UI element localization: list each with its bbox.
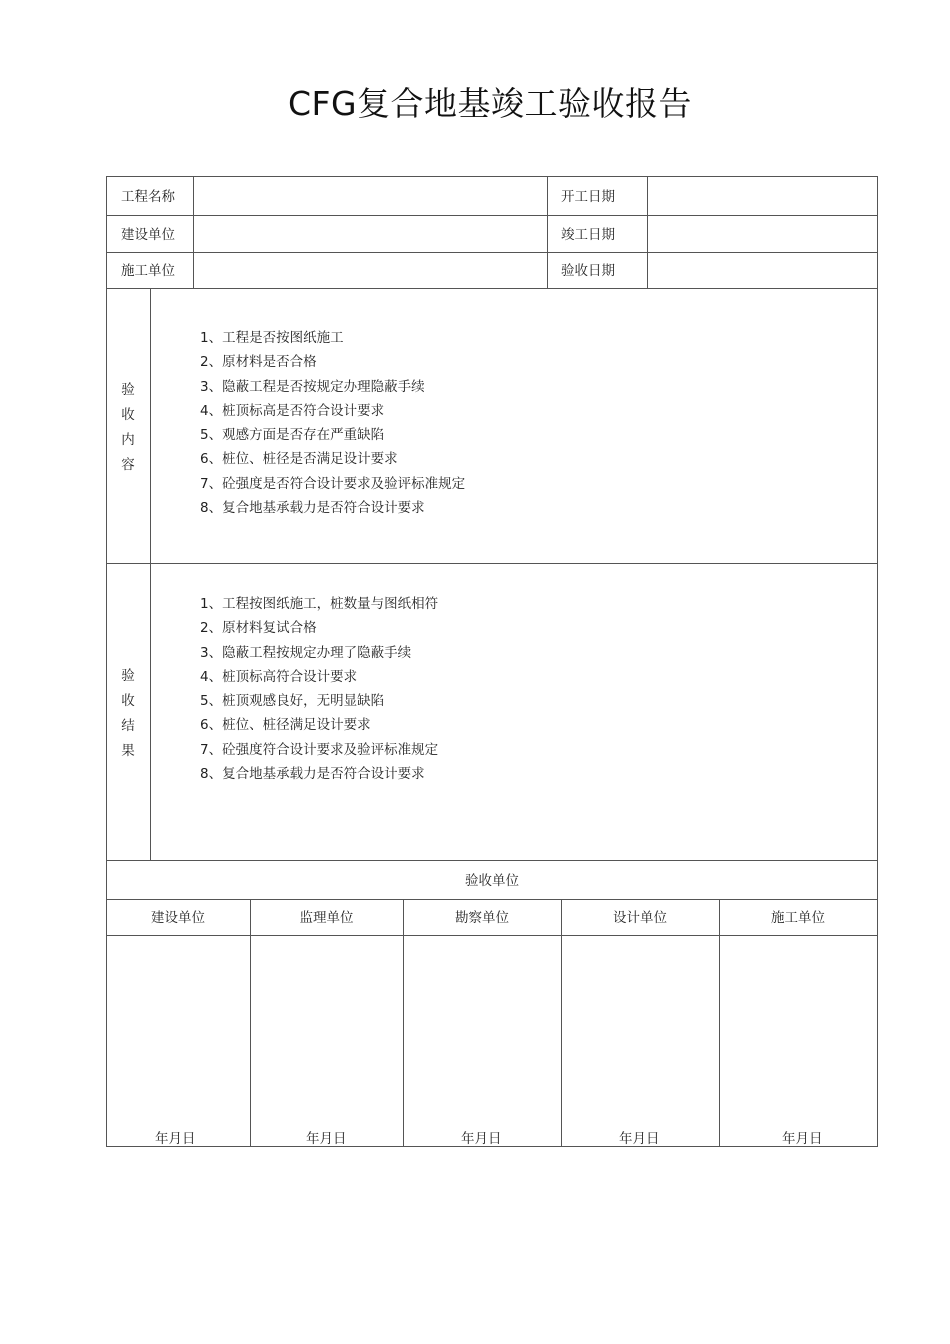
list-item: 6、桩位、桩径是否满足设计要求 [200,451,398,468]
project-name-field[interactable] [194,178,546,214]
unit-builder: 建设单位 [151,910,205,926]
acceptance-units-header: 验收单位 [465,873,519,889]
list-item: 8、复合地基承载力是否符合设计要求 [200,766,425,783]
acceptance-date-field[interactable] [648,254,876,287]
list-item: 2、原材料复试合格 [200,620,317,637]
unit-design: 设计单位 [613,910,667,926]
builder-label: 建设单位 [121,227,175,243]
list-item: 7、砼强度是否符合设计要求及验评标准规定 [200,475,466,492]
list-item: 8、复合地基承载力是否符合设计要求 [200,500,425,517]
row-divider [106,860,878,861]
label-char: 容 [121,457,135,473]
list-item: 4、桩顶标高是否符合设计要求 [200,402,385,419]
label-char: 收 [121,693,135,709]
design-date: 年月日 [619,1131,660,1147]
unit-survey: 勘察单位 [455,910,509,926]
constructor-date: 年月日 [782,1131,823,1147]
list-item: 5、桩顶观感良好，无明显缺陷 [200,693,385,710]
row-divider [106,935,878,936]
project-name-label: 工程名称 [121,189,175,205]
list-item: 7、砼强度符合设计要求及验评标准规定 [200,741,439,758]
constructor-signature-area[interactable] [720,937,876,1127]
list-item: 5、观感方面是否存在严重缺陷 [200,427,385,444]
row-divider [106,563,878,564]
list-item: 4、桩顶标高符合设计要求 [200,668,358,685]
document-title: CFG复合地基竣工验收报告 [287,84,693,123]
row-divider [106,252,878,253]
start-date-field[interactable] [648,178,876,214]
list-item: 1、工程是否按图纸施工 [200,330,344,346]
supervisor-date: 年月日 [306,1131,347,1147]
builder-field[interactable] [194,217,546,251]
row-divider [106,215,878,216]
row-divider [106,899,878,900]
result-section-label [120,664,136,764]
section-label-divider [150,288,151,860]
list-item: 3、隐蔽工程按规定办理了隐蔽手续 [200,644,412,661]
label-char: 结 [121,718,135,734]
completion-date-field[interactable] [648,217,876,251]
builder-date: 年月日 [155,1131,196,1147]
content-section-label [120,378,136,478]
content-checklist [200,326,465,520]
label-char: 验 [121,382,135,398]
constructor-label: 施工单位 [121,263,175,279]
list-item: 1、工程按图纸施工，桩数量与图纸相符 [200,596,439,612]
list-item: 2、原材料是否合格 [200,354,317,371]
start-date-label: 开工日期 [561,189,615,205]
list-item: 3、隐蔽工程是否按规定办理隐蔽手续 [200,378,425,395]
label-char: 验 [121,668,135,684]
label-char: 收 [121,407,135,423]
survey-date: 年月日 [461,1131,502,1147]
completion-date-label: 竣工日期 [561,227,615,243]
table-border-top [106,176,878,177]
unit-supervisor: 监理单位 [299,910,354,926]
unit-constructor: 施工单位 [771,910,825,926]
supervisor-signature-area[interactable] [251,937,402,1127]
list-item: 6、桩位、桩径满足设计要求 [200,717,371,734]
survey-signature-area[interactable] [404,937,560,1127]
label-char: 果 [121,743,135,759]
constructor-field[interactable] [194,254,546,287]
result-checklist [200,592,438,786]
design-signature-area[interactable] [562,937,718,1127]
builder-signature-area[interactable] [107,937,249,1127]
table-border-right [877,176,878,1147]
column-divider [547,176,548,288]
acceptance-date-label: 验收日期 [561,263,615,279]
label-char: 内 [121,432,135,448]
row-divider [106,288,878,289]
